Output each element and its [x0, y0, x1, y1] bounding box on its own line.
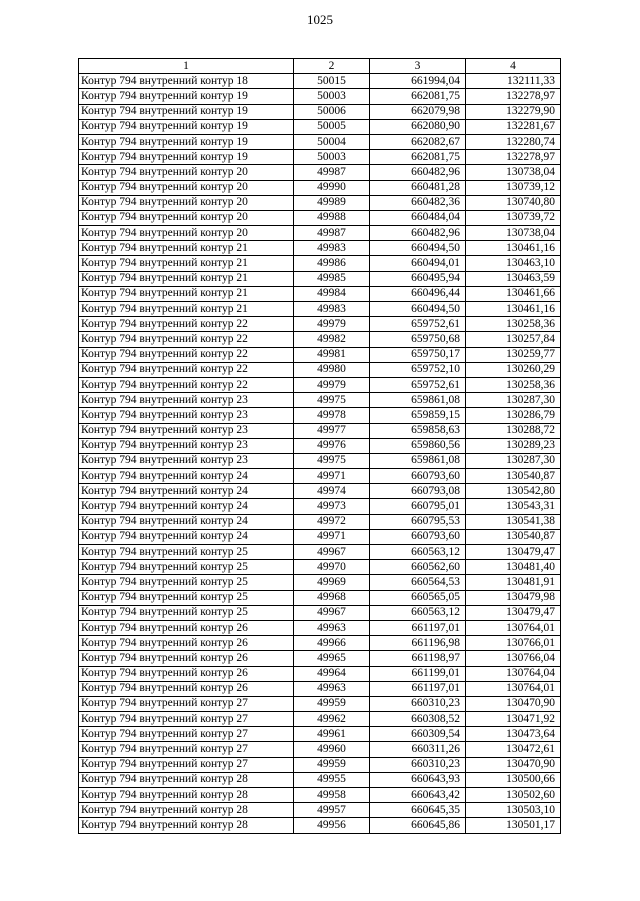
y-coordinate-cell: 130479,47: [466, 605, 561, 620]
y-coordinate-cell: 130739,12: [466, 180, 561, 195]
x-coordinate-cell: 660482,96: [370, 165, 466, 180]
x-coordinate-cell: 662080,90: [370, 119, 466, 134]
y-coordinate-cell: 132278,97: [466, 150, 561, 165]
contour-name-cell: Контур 794 внутренний контур 25: [79, 560, 294, 575]
point-number-cell: 50006: [294, 104, 370, 119]
table-row: [79, 408, 561, 423]
contour-name-cell: Контур 794 внутренний контур 20: [79, 165, 294, 180]
table-row: [79, 666, 561, 681]
contour-name-cell: Контур 794 внутренний контур 25: [79, 605, 294, 620]
point-number-cell: 49967: [294, 545, 370, 560]
table-row: [79, 499, 561, 514]
y-coordinate-cell: 132278,97: [466, 89, 561, 104]
table-row: [79, 742, 561, 757]
contour-name-cell: Контур 794 внутренний контур 26: [79, 636, 294, 651]
point-number-cell: 49988: [294, 210, 370, 225]
point-number-cell: 49955: [294, 772, 370, 787]
y-coordinate-cell: 132280,74: [466, 134, 561, 149]
x-coordinate-cell: 659861,08: [370, 453, 466, 468]
y-coordinate-cell: 130540,87: [466, 529, 561, 544]
contour-name-cell: Контур 794 внутренний контур 19: [79, 89, 294, 104]
table-row: [79, 727, 561, 742]
point-number-cell: 49958: [294, 788, 370, 803]
x-coordinate-cell: 662081,75: [370, 89, 466, 104]
table-row: [79, 529, 561, 544]
point-number-cell: 49969: [294, 575, 370, 590]
table-row: [79, 453, 561, 468]
y-coordinate-cell: 130542,80: [466, 484, 561, 499]
point-number-cell: 49985: [294, 271, 370, 286]
x-coordinate-cell: 660795,01: [370, 499, 466, 514]
table-row: [79, 362, 561, 377]
x-coordinate-cell: 659752,10: [370, 362, 466, 377]
x-coordinate-cell: 660494,01: [370, 256, 466, 271]
y-coordinate-cell: 130473,64: [466, 727, 561, 742]
point-number-cell: 49959: [294, 757, 370, 772]
table-row: [79, 803, 561, 818]
y-coordinate-cell: 130463,10: [466, 256, 561, 271]
y-coordinate-cell: 130500,66: [466, 772, 561, 787]
x-coordinate-cell: 661197,01: [370, 681, 466, 696]
x-coordinate-cell: 660482,96: [370, 226, 466, 241]
x-coordinate-cell: 661199,01: [370, 666, 466, 681]
column-header-4: 4: [466, 59, 561, 74]
y-coordinate-cell: 130461,66: [466, 286, 561, 301]
y-coordinate-cell: 130481,40: [466, 560, 561, 575]
contour-name-cell: Контур 794 внутренний контур 21: [79, 256, 294, 271]
y-coordinate-cell: 130479,47: [466, 545, 561, 560]
point-number-cell: 49967: [294, 605, 370, 620]
x-coordinate-cell: 659859,15: [370, 408, 466, 423]
table-row: [79, 757, 561, 772]
contour-name-cell: Контур 794 внутренний контур 27: [79, 696, 294, 711]
y-coordinate-cell: 130472,61: [466, 742, 561, 757]
x-coordinate-cell: 660643,93: [370, 772, 466, 787]
contour-name-cell: Контур 794 внутренний контур 25: [79, 590, 294, 605]
contour-name-cell: Контур 794 внутренний контур 26: [79, 681, 294, 696]
y-coordinate-cell: 130471,92: [466, 712, 561, 727]
point-number-cell: 49989: [294, 195, 370, 210]
point-number-cell: 49976: [294, 438, 370, 453]
point-number-cell: 49957: [294, 803, 370, 818]
x-coordinate-cell: 660496,44: [370, 286, 466, 301]
x-coordinate-cell: 660310,23: [370, 757, 466, 772]
table-row: [79, 484, 561, 499]
contour-name-cell: Контур 794 внутренний контур 22: [79, 347, 294, 362]
contour-name-cell: Контур 794 внутренний контур 28: [79, 803, 294, 818]
x-coordinate-cell: 659858,63: [370, 423, 466, 438]
coordinates-table: [78, 58, 561, 834]
table-row: [79, 469, 561, 484]
x-coordinate-cell: 660562,60: [370, 560, 466, 575]
table-row: [79, 286, 561, 301]
table-header-row: [79, 59, 561, 74]
point-number-cell: 49979: [294, 317, 370, 332]
point-number-cell: 50003: [294, 89, 370, 104]
y-coordinate-cell: 130286,79: [466, 408, 561, 423]
y-coordinate-cell: 130503,10: [466, 803, 561, 818]
table-row: [79, 256, 561, 271]
point-number-cell: 49973: [294, 499, 370, 514]
x-coordinate-cell: 660793,60: [370, 469, 466, 484]
point-number-cell: 49987: [294, 226, 370, 241]
table-row: [79, 514, 561, 529]
table-row: [79, 134, 561, 149]
y-coordinate-cell: 130461,16: [466, 302, 561, 317]
contour-name-cell: Контур 794 внутренний контур 28: [79, 788, 294, 803]
x-coordinate-cell: 661994,04: [370, 74, 466, 89]
table-row: [79, 271, 561, 286]
contour-name-cell: Контур 794 внутренний контур 21: [79, 241, 294, 256]
table-row: [79, 605, 561, 620]
x-coordinate-cell: 661197,01: [370, 620, 466, 635]
point-number-cell: 49959: [294, 696, 370, 711]
x-coordinate-cell: 660310,23: [370, 696, 466, 711]
point-number-cell: 50003: [294, 150, 370, 165]
x-coordinate-cell: 660309,54: [370, 727, 466, 742]
table-row: [79, 332, 561, 347]
y-coordinate-cell: 130258,36: [466, 377, 561, 392]
contour-name-cell: Контур 794 внутренний контур 23: [79, 438, 294, 453]
point-number-cell: 49981: [294, 347, 370, 362]
y-coordinate-cell: 130288,72: [466, 423, 561, 438]
table-row: [79, 651, 561, 666]
point-number-cell: 49971: [294, 469, 370, 484]
y-coordinate-cell: 132111,33: [466, 74, 561, 89]
contour-name-cell: Контур 794 внутренний контур 27: [79, 712, 294, 727]
contour-name-cell: Контур 794 внутренний контур 19: [79, 134, 294, 149]
contour-name-cell: Контур 794 внутренний контур 22: [79, 317, 294, 332]
point-number-cell: 49961: [294, 727, 370, 742]
y-coordinate-cell: 130461,16: [466, 241, 561, 256]
table-row: [79, 377, 561, 392]
contour-name-cell: Контур 794 внутренний контур 28: [79, 818, 294, 833]
contour-name-cell: Контур 794 внутренний контур 25: [79, 545, 294, 560]
table-row: [79, 712, 561, 727]
x-coordinate-cell: 659750,17: [370, 347, 466, 362]
contour-name-cell: Контур 794 внутренний контур 21: [79, 286, 294, 301]
table-row: [79, 393, 561, 408]
contour-name-cell: Контур 794 внутренний контур 23: [79, 408, 294, 423]
table-row: [79, 620, 561, 635]
contour-name-cell: Контур 794 внутренний контур 24: [79, 484, 294, 499]
x-coordinate-cell: 660645,35: [370, 803, 466, 818]
table-row: [79, 772, 561, 787]
y-coordinate-cell: 130738,04: [466, 226, 561, 241]
point-number-cell: 49971: [294, 529, 370, 544]
point-number-cell: 49980: [294, 362, 370, 377]
table-row: [79, 302, 561, 317]
table-row: [79, 696, 561, 711]
contour-name-cell: Контур 794 внутренний контур 27: [79, 757, 294, 772]
x-coordinate-cell: 659752,61: [370, 317, 466, 332]
table-row: [79, 89, 561, 104]
contour-name-cell: Контур 794 внутренний контур 27: [79, 727, 294, 742]
table-row: [79, 150, 561, 165]
x-coordinate-cell: 660563,12: [370, 605, 466, 620]
point-number-cell: 49990: [294, 180, 370, 195]
y-coordinate-cell: 130260,29: [466, 362, 561, 377]
column-header-3: 3: [370, 59, 466, 74]
y-coordinate-cell: 130543,31: [466, 499, 561, 514]
point-number-cell: 50005: [294, 119, 370, 134]
y-coordinate-cell: 130540,87: [466, 469, 561, 484]
point-number-cell: 49972: [294, 514, 370, 529]
table-row: [79, 195, 561, 210]
column-header-1: 1: [79, 59, 294, 74]
table-row: [79, 590, 561, 605]
x-coordinate-cell: 662079,98: [370, 104, 466, 119]
y-coordinate-cell: 130289,23: [466, 438, 561, 453]
x-coordinate-cell: 659750,68: [370, 332, 466, 347]
contour-name-cell: Контур 794 внутренний контур 23: [79, 423, 294, 438]
point-number-cell: 49962: [294, 712, 370, 727]
table-row: [79, 104, 561, 119]
contour-name-cell: Контур 794 внутренний контур 20: [79, 180, 294, 195]
table-row: [79, 226, 561, 241]
contour-name-cell: Контур 794 внутренний контур 26: [79, 651, 294, 666]
contour-name-cell: Контур 794 внутренний контур 19: [79, 150, 294, 165]
point-number-cell: 49965: [294, 651, 370, 666]
x-coordinate-cell: 660495,94: [370, 271, 466, 286]
point-number-cell: 49977: [294, 423, 370, 438]
x-coordinate-cell: 661198,97: [370, 651, 466, 666]
y-coordinate-cell: 130766,04: [466, 651, 561, 666]
point-number-cell: 49968: [294, 590, 370, 605]
y-coordinate-cell: 130463,59: [466, 271, 561, 286]
point-number-cell: 49964: [294, 666, 370, 681]
x-coordinate-cell: 660645,86: [370, 818, 466, 833]
contour-name-cell: Контур 794 внутренний контур 24: [79, 469, 294, 484]
table-row: [79, 681, 561, 696]
page-number: 1025: [307, 12, 333, 27]
contour-name-cell: Контур 794 внутренний контур 24: [79, 529, 294, 544]
contour-name-cell: Контур 794 внутренний контур 28: [79, 772, 294, 787]
x-coordinate-cell: 659752,61: [370, 377, 466, 392]
x-coordinate-cell: 660494,50: [370, 302, 466, 317]
contour-name-cell: Контур 794 внутренний контур 26: [79, 666, 294, 681]
contour-name-cell: Контур 794 внутренний контур 24: [79, 514, 294, 529]
table-row: [79, 423, 561, 438]
table-row: [79, 119, 561, 134]
x-coordinate-cell: 659861,08: [370, 393, 466, 408]
table-row: [79, 165, 561, 180]
table-row: [79, 818, 561, 833]
table-row: [79, 241, 561, 256]
y-coordinate-cell: 130287,30: [466, 453, 561, 468]
point-number-cell: 49963: [294, 620, 370, 635]
x-coordinate-cell: 660482,36: [370, 195, 466, 210]
y-coordinate-cell: 130764,01: [466, 620, 561, 635]
point-number-cell: 49978: [294, 408, 370, 423]
x-coordinate-cell: 660793,60: [370, 529, 466, 544]
y-coordinate-cell: 130740,80: [466, 195, 561, 210]
y-coordinate-cell: 132281,67: [466, 119, 561, 134]
point-number-cell: 50015: [294, 74, 370, 89]
x-coordinate-cell: 661196,98: [370, 636, 466, 651]
point-number-cell: 49960: [294, 742, 370, 757]
point-number-cell: 49966: [294, 636, 370, 651]
contour-name-cell: Контур 794 внутренний контур 25: [79, 575, 294, 590]
point-number-cell: 49974: [294, 484, 370, 499]
x-coordinate-cell: 662082,67: [370, 134, 466, 149]
y-coordinate-cell: 130502,60: [466, 788, 561, 803]
y-coordinate-cell: 130766,01: [466, 636, 561, 651]
point-number-cell: 49984: [294, 286, 370, 301]
y-coordinate-cell: 130257,84: [466, 332, 561, 347]
point-number-cell: 49986: [294, 256, 370, 271]
y-coordinate-cell: 130470,90: [466, 757, 561, 772]
contour-name-cell: Контур 794 внутренний контур 20: [79, 195, 294, 210]
table-row: [79, 438, 561, 453]
contour-name-cell: Контур 794 внутренний контур 26: [79, 620, 294, 635]
contour-name-cell: Контур 794 внутренний контур 19: [79, 104, 294, 119]
y-coordinate-cell: 130739,72: [466, 210, 561, 225]
x-coordinate-cell: 660795,53: [370, 514, 466, 529]
x-coordinate-cell: 660481,28: [370, 180, 466, 195]
point-number-cell: 49987: [294, 165, 370, 180]
x-coordinate-cell: 660564,53: [370, 575, 466, 590]
point-number-cell: 49975: [294, 453, 370, 468]
contour-name-cell: Контур 794 внутренний контур 18: [79, 74, 294, 89]
point-number-cell: 49979: [294, 377, 370, 392]
table-row: [79, 636, 561, 651]
contour-name-cell: Контур 794 внутренний контур 22: [79, 332, 294, 347]
table-row: [79, 575, 561, 590]
y-coordinate-cell: 132279,90: [466, 104, 561, 119]
y-coordinate-cell: 130258,36: [466, 317, 561, 332]
table-row: [79, 180, 561, 195]
x-coordinate-cell: 660793,08: [370, 484, 466, 499]
point-number-cell: 49956: [294, 818, 370, 833]
y-coordinate-cell: 130287,30: [466, 393, 561, 408]
x-coordinate-cell: 660311,26: [370, 742, 466, 757]
table-row: [79, 788, 561, 803]
x-coordinate-cell: 660643,42: [370, 788, 466, 803]
contour-name-cell: Контур 794 внутренний контур 20: [79, 226, 294, 241]
contour-name-cell: Контур 794 внутренний контур 22: [79, 362, 294, 377]
table-row: [79, 347, 561, 362]
x-coordinate-cell: 660494,50: [370, 241, 466, 256]
contour-name-cell: Контур 794 внутренний контур 27: [79, 742, 294, 757]
table-row: [79, 210, 561, 225]
contour-name-cell: Контур 794 внутренний контур 23: [79, 393, 294, 408]
contour-name-cell: Контур 794 внутренний контур 20: [79, 210, 294, 225]
y-coordinate-cell: 130479,98: [466, 590, 561, 605]
contour-name-cell: Контур 794 внутренний контур 23: [79, 453, 294, 468]
point-number-cell: 49970: [294, 560, 370, 575]
y-coordinate-cell: 130738,04: [466, 165, 561, 180]
y-coordinate-cell: 130764,04: [466, 666, 561, 681]
point-number-cell: 50004: [294, 134, 370, 149]
point-number-cell: 49963: [294, 681, 370, 696]
x-coordinate-cell: 660563,12: [370, 545, 466, 560]
point-number-cell: 49983: [294, 241, 370, 256]
contour-name-cell: Контур 794 внутренний контур 19: [79, 119, 294, 134]
point-number-cell: 49982: [294, 332, 370, 347]
table-row: [79, 545, 561, 560]
column-header-2: 2: [294, 59, 370, 74]
table-row: [79, 317, 561, 332]
contour-name-cell: Контур 794 внутренний контур 24: [79, 499, 294, 514]
point-number-cell: 49975: [294, 393, 370, 408]
y-coordinate-cell: 130481,91: [466, 575, 561, 590]
table-row: [79, 560, 561, 575]
table-body: [79, 74, 561, 833]
y-coordinate-cell: 130259,77: [466, 347, 561, 362]
x-coordinate-cell: 660484,04: [370, 210, 466, 225]
table-row: [79, 74, 561, 89]
x-coordinate-cell: 660308,52: [370, 712, 466, 727]
y-coordinate-cell: 130541,38: [466, 514, 561, 529]
x-coordinate-cell: 659860,56: [370, 438, 466, 453]
point-number-cell: 49983: [294, 302, 370, 317]
y-coordinate-cell: 130764,01: [466, 681, 561, 696]
y-coordinate-cell: 130501,17: [466, 818, 561, 833]
x-coordinate-cell: 662081,75: [370, 150, 466, 165]
y-coordinate-cell: 130470,90: [466, 696, 561, 711]
contour-name-cell: Контур 794 внутренний контур 22: [79, 377, 294, 392]
contour-name-cell: Контур 794 внутренний контур 21: [79, 271, 294, 286]
x-coordinate-cell: 660565,05: [370, 590, 466, 605]
contour-name-cell: Контур 794 внутренний контур 21: [79, 302, 294, 317]
